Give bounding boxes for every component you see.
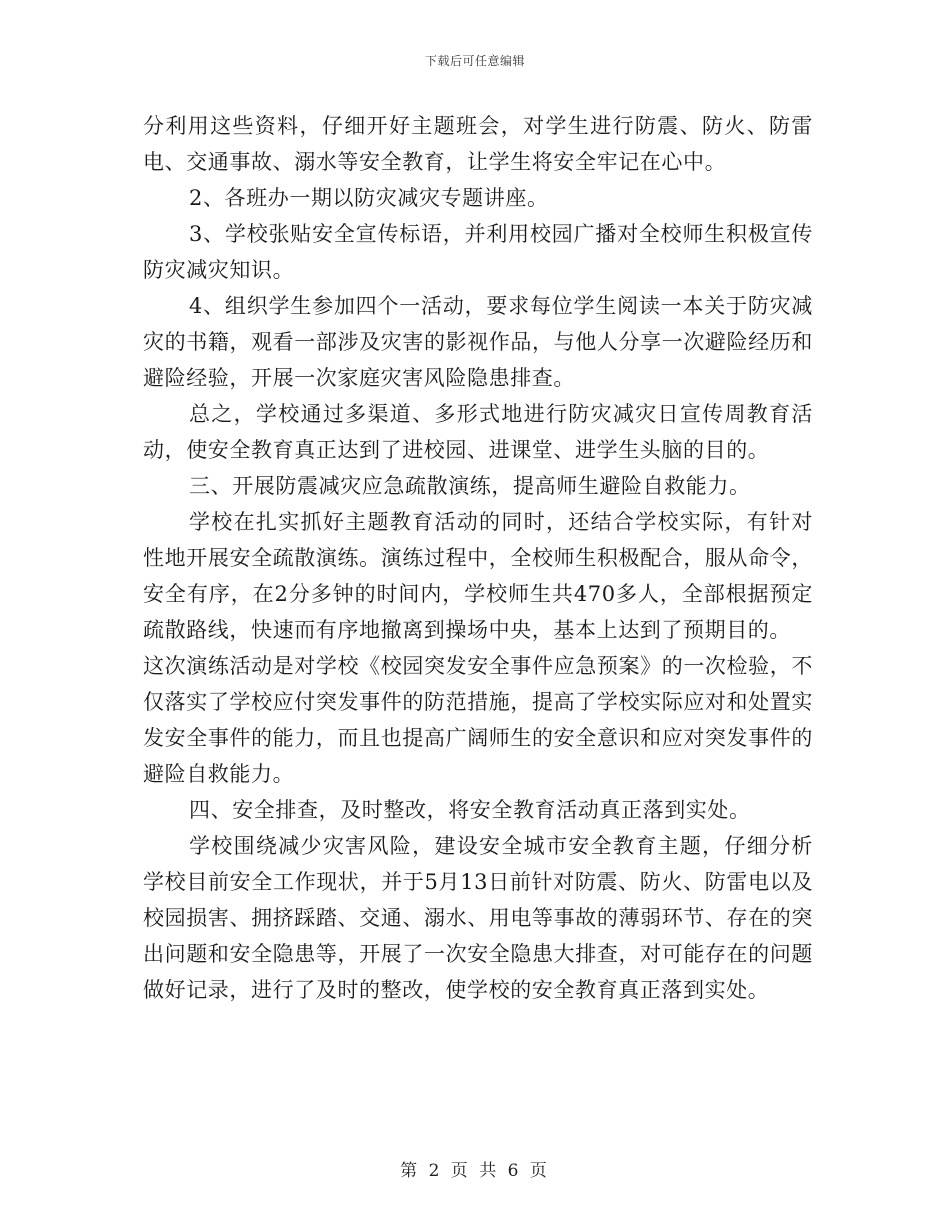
page-header: 下载后可任意编辑 bbox=[424, 54, 525, 68]
section-heading-4: 四、安全排查，及时整改，将安全教育活动真正落到实处。 bbox=[189, 798, 751, 822]
paragraph-drill: 学校在扎实抓好主题教育活动的同时，还结合学校实际，有针对性地开展安全疏散演练。演练过程中，全校师生积极配合，服从命令，安全有序，在2分多钟的时间内，学校师生共470多人，全部根据预定疏散路线，快速而有序地撤离到操场中央，基本上达到了预期目的。 bbox=[143, 510, 813, 642]
page-footer: 第 2 页 共 6 页 bbox=[400, 1161, 550, 1181]
paragraph-item-4: 4、组织学生参加四个一活动，要求每位学生阅读一本关于防灾减灾的书籍，观看一部涉及灾害的影视作品，与他人分享一次避险经历和避险经验，开展一次家庭灾害风险隐患排查。 bbox=[143, 294, 813, 390]
section-heading-3: 三、开展防震减灾应急疏散演练，提高师生避险自救能力。 bbox=[189, 474, 751, 498]
paragraph-continuation: 分利用这些资料，仔细开好主题班会，对学生进行防震、防火、防雷电、交通事故、溺水等安全教育，让学生将安全牢记在心中。 bbox=[143, 114, 813, 174]
paragraph-item-2: 2、各班办一期以防灾减灾专题讲座。 bbox=[189, 186, 549, 210]
paragraph-summary: 总之，学校通过多渠道、多形式地进行防灾减灾日宣传周教育活动，使安全教育真正达到了进校园、进课堂、进学生头脑的目的。 bbox=[143, 402, 813, 462]
paragraph-item-3: 3、学校张贴安全宣传标语，并利用校园广播对全校师生积极宣传防灾减灾知识。 bbox=[143, 222, 813, 282]
paragraph-inspection: 学校围绕减少灾害风险，建设安全城市安全教育主题，仔细分析学校目前安全工作现状，并于5月13日前针对防震、防火、防雷电以及校园损害、拥挤踩踏、交通、溺水、用电等事故的薄弱环节、存在的突出问题和安全隐患等，开展了一次安全隐患大排查，对可能存在的问题做好记录，进行了及时的整改，使学校的安全教育真正落到实处。 bbox=[143, 834, 813, 1002]
document-body bbox=[143, 108, 813, 1008]
paragraph-drill-evaluation: 这次演练活动是对学校《校园突发安全事件应急预案》的一次检验，不仅落实了学校应付突发事件的防范措施，提高了学校实际应对和处置实发安全事件的能力，而且也提高广阔师生的安全意识和应对突发事件的避险自救能力。 bbox=[143, 654, 813, 786]
